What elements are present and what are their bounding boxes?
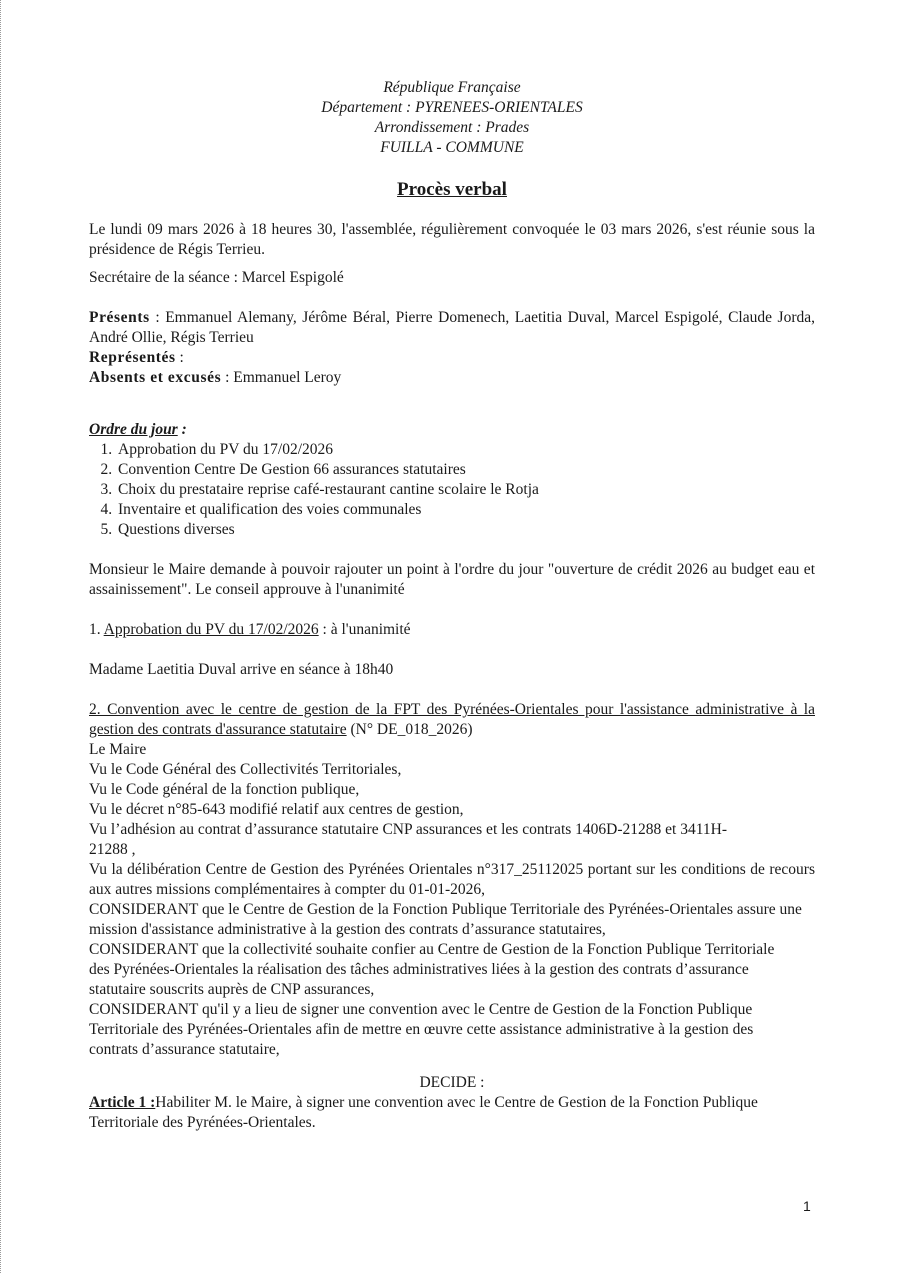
present-label: Présents xyxy=(89,309,150,326)
point2-title: 2. Convention avec le centre de gestion de la FPT des Pyrénées-Orientales pour l'assistance administrative à la gestion des contrats d'assurance statutaire xyxy=(89,701,815,738)
article-1-text: Habiliter M. le Maire, à signer une convention avec le Centre de Gestion de la Fonction Publique Territoriale des Pyrénées-Orientales. xyxy=(89,1094,758,1131)
consideration-line: CONSIDERANT que le Centre de Gestion de la Fonction Publique Territoriale des Pyrénées-Orientales assure une mission d'assistance administrative à la gestion des contrats d’assurance statutaires, xyxy=(89,901,802,938)
list-item: 1. Approbation du PV du 17/02/2026 xyxy=(116,440,815,460)
secretary-line: Secrétaire de la séance : Marcel Espigolé xyxy=(89,269,344,286)
page-title: Procès verbal xyxy=(397,179,507,200)
point1-title: Approbation du PV du 17/02/2026 xyxy=(103,621,319,638)
consideration-line: CONSIDERANT que la collectivité souhaite confier au Centre de Gestion de la Fonction Publique Territoriale des Pyrénées-Orientales la réalisation des tâches administratives liées à la gestion des contrats d’assurance statutaire souscrits auprès de CNP assurances, xyxy=(89,941,775,998)
agenda-addition: Monsieur le Maire demande à pouvoir rajouter un point à l'ordre du jour "ouverture de crédit 2026 au budget eau et assainissement". Le conseil approuve à l'unanimité xyxy=(89,561,815,598)
absent-label: Absents et excusés xyxy=(89,369,222,386)
document-header xyxy=(89,78,815,158)
consideration-line: Vu l’adhésion au contrat d’assurance statutaire CNP assurances et les contrats 1406D-21288 et 3411H-21288 , xyxy=(89,821,727,858)
agenda-heading-text: Ordre du jour xyxy=(89,421,178,438)
meeting-intro: Le lundi 09 mars 2026 à 18 heures 30, l'assemblée, régulièrement convoquée le 03 mars 2026, s'est réunie sous la présidence de Régis Terrieu. xyxy=(89,221,815,258)
absent-line xyxy=(89,368,815,388)
agenda-heading-suffix: : xyxy=(177,421,187,438)
represented-label: Représentés xyxy=(89,349,176,366)
point1-prefix: 1. xyxy=(89,621,104,638)
list-item: 2. Convention Centre De Gestion 66 assurances statutaires xyxy=(116,460,815,480)
header-department: Département : PYRENEES-ORIENTALES xyxy=(321,99,583,116)
header-arrondissement: Arrondissement : Prades xyxy=(374,119,530,136)
list-item: 5. Questions diverses xyxy=(116,520,815,540)
consideration-line: Le Maire xyxy=(89,741,147,758)
decide-heading: DECIDE : xyxy=(419,1074,485,1091)
header-commune: FUILLA - COMMUNE xyxy=(380,139,524,156)
point1-line xyxy=(89,620,815,640)
point2-heading xyxy=(89,700,815,740)
agenda-list xyxy=(89,440,815,540)
point2-ref: (N° DE_018_2026) xyxy=(346,721,473,738)
present-line xyxy=(89,308,815,348)
point1-result: : à l'unanimité xyxy=(318,621,411,638)
header-republic: République Française xyxy=(383,79,521,96)
absent-value: : Emmanuel Leroy xyxy=(221,369,342,386)
arrival-note: Madame Laetitia Duval arrive en séance à 18h40 xyxy=(89,661,394,678)
list-item: 3. Choix du prestataire reprise café-restaurant cantine scolaire le Rotja xyxy=(116,480,815,500)
represented-line xyxy=(89,348,815,368)
consideration-line: Vu la délibération Centre de Gestion des Pyrénées Orientales n°317_25112025 portant sur les conditions de recours aux autres missions complémentaires à compter du 01-01-2026, xyxy=(89,861,815,898)
consideration-line: CONSIDERANT qu'il y a lieu de signer une convention avec le Centre de Gestion de la Fonction Publique Territoriale des Pyrénées-Orientales afin de mettre en œuvre cette assistance administrative à la gestion des contrats d’assurance statutaire, xyxy=(89,1001,754,1058)
agenda-heading xyxy=(89,420,815,440)
page-number: 1 xyxy=(803,1198,811,1214)
list-item: 4. Inventaire et qualification des voies communales xyxy=(116,500,815,520)
page-edge xyxy=(0,0,2,1273)
consideration-line: Vu le Code général de la fonction publique, xyxy=(89,781,360,798)
considerations xyxy=(89,740,815,1060)
consideration-line: Vu le décret n°85-643 modifié relatif aux centres de gestion, xyxy=(89,801,464,818)
document-page xyxy=(89,78,815,1133)
article-1-label: Article 1 : xyxy=(89,1094,156,1111)
consideration-line: Vu le Code Général des Collectivités Territoriales, xyxy=(89,761,402,778)
represented-value: : xyxy=(175,349,184,366)
article-1 xyxy=(89,1093,815,1133)
present-value: : Emmanuel Alemany, Jérôme Béral, Pierre Domenech, Laetitia Duval, Marcel Espigolé, Claude Jorda, André Ollie, Régis Terrieu xyxy=(89,309,815,346)
